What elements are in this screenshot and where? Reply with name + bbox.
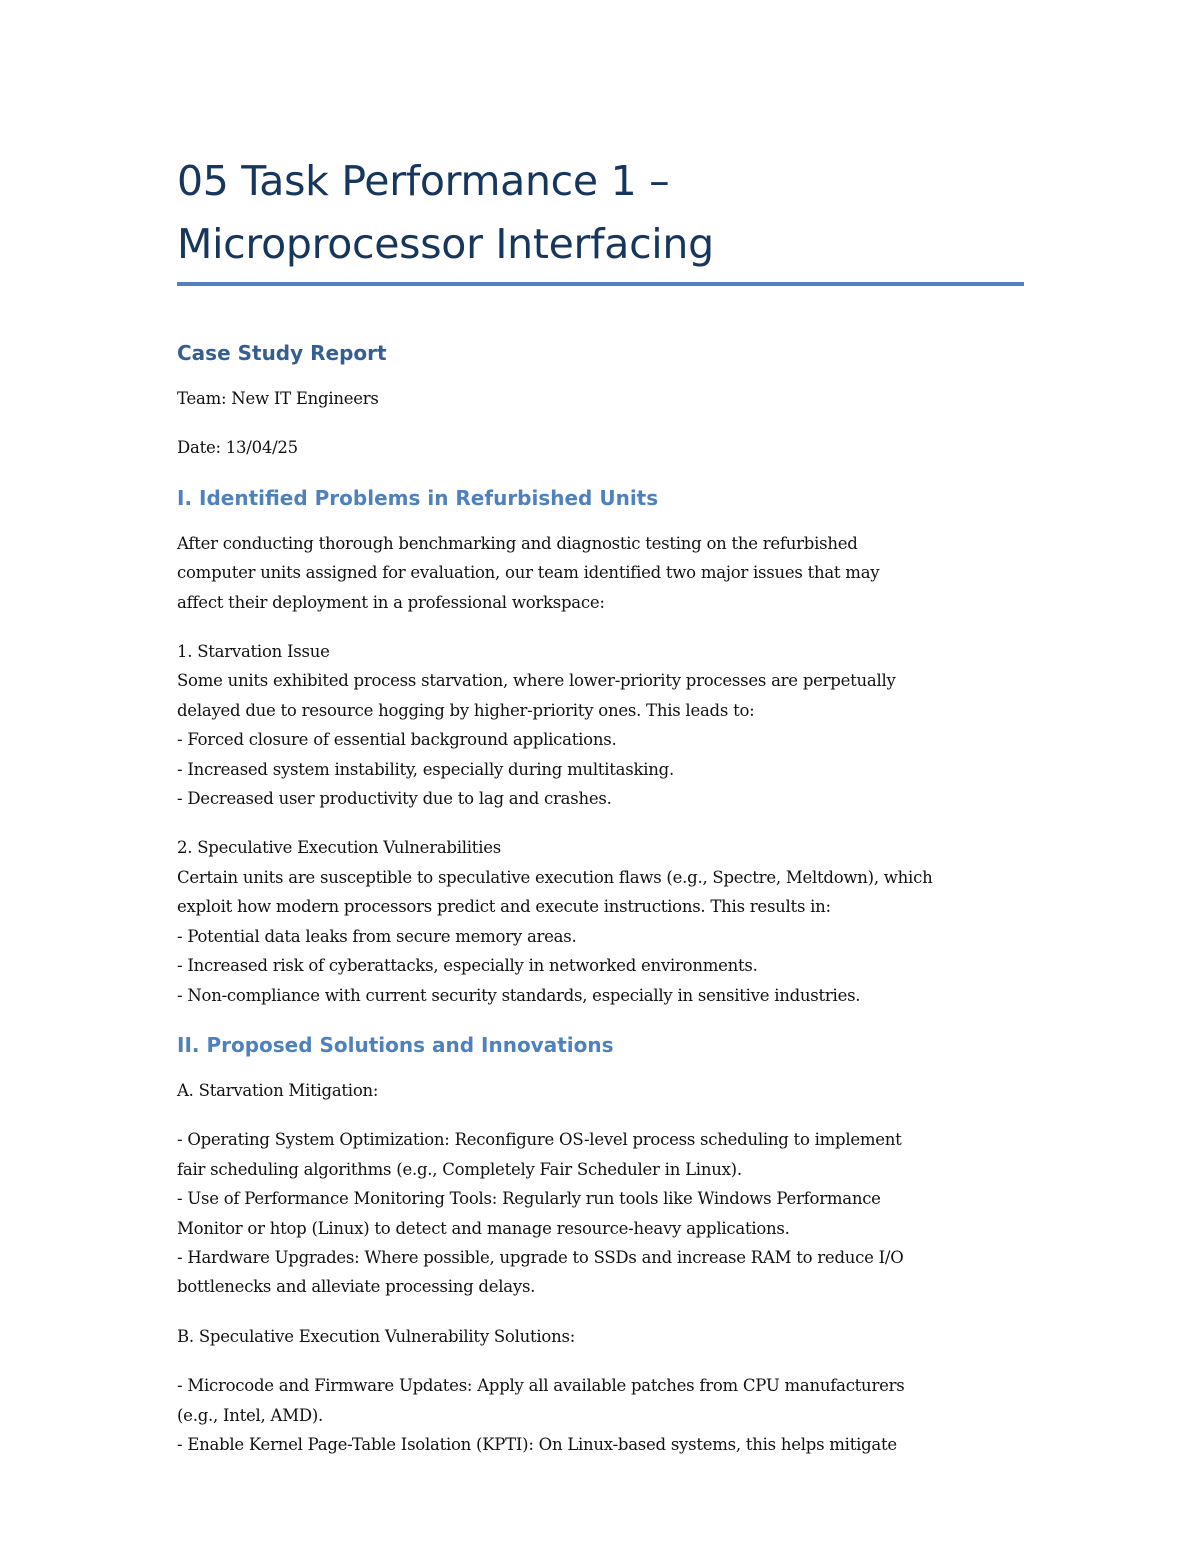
part-b-title: B. Speculative Execution Vulnerability Solutions: [177,1326,576,1346]
document-body [177,150,1024,1459]
bullet-line: - Hardware Upgrades: Where possible, upgrade to SSDs and increase RAM to reduce I/O [177,1247,904,1267]
bullet-line: - Use of Performance Monitoring Tools: Regularly run tools like Windows Performance [177,1189,881,1209]
section-2-heading: II. Proposed Solutions and Innovations [177,1032,614,1057]
bullet-line: - Increased risk of cyberattacks, especially in networked environments. [177,956,758,976]
date-line: Date: 13/04/25 [177,438,298,458]
document-title [177,150,1024,282]
paragraph-line: fair scheduling algorithms (e.g., Completely Fair Scheduler in Linux). [177,1159,742,1179]
document-title-line-2: Microprocessor Interfacing [177,220,714,268]
title-underline-rule [177,282,1024,286]
bullet-line: - Increased system instability, especially during multitasking. [177,759,674,779]
bullet-line: - Potential data leaks from secure memory areas. [177,926,577,946]
team-line: Team: New IT Engineers [177,389,379,408]
paragraph-line: computer units assigned for evaluation, our team identified two major issues that may [177,563,880,583]
paragraph-line: bottlenecks and alleviate processing delays. [177,1277,536,1297]
part-a-title: A. Starvation Mitigation: [177,1080,379,1100]
issue-2-block [177,833,1024,1009]
bullet-line: - Non-compliance with current security standards, especially in sensitive industries. [177,985,861,1005]
document-title-line-1: 05 Task Performance 1 – [177,157,670,205]
bullet-line: - Enable Kernel Page-Table Isolation (KPTI): On Linux-based systems, this helps mitigate [177,1434,897,1454]
paragraph-line: delayed due to resource hogging by higher-priority ones. This leads to: [177,700,755,720]
bullet-line: - Operating System Optimization: Reconfigure OS-level process scheduling to implement [177,1130,902,1150]
issue-1-title: 1. Starvation Issue [177,642,330,662]
bullet-line: - Forced closure of essential background applications. [177,730,617,750]
report-subtitle: Case Study Report [177,341,387,365]
bullet-line: - Microcode and Firmware Updates: Apply all available patches from CPU manufacturers [177,1376,905,1396]
paragraph-line: Monitor or htop (Linux) to detect and manage resource-heavy applications. [177,1218,790,1238]
paragraph-line: Some units exhibited process starvation, where lower-priority processes are perpetually [177,671,896,691]
bullet-line: - Decreased user productivity due to lag and crashes. [177,789,612,809]
paragraph-line: (e.g., Intel, AMD). [177,1405,324,1425]
part-a-block [177,1125,1024,1301]
issue-1-block [177,637,1024,813]
paragraph-line: affect their deployment in a professional workspace: [177,592,605,612]
section-1-intro [177,529,1024,617]
paragraph-line: Certain units are susceptible to speculative execution flaws (e.g., Spectre, Meltdown), which [177,867,933,887]
section-1-heading: I. Identified Problems in Refurbished Units [177,485,659,510]
paragraph-line: After conducting thorough benchmarking and diagnostic testing on the refurbished [177,533,858,553]
paragraph-line: exploit how modern processors predict and execute instructions. This results in: [177,897,831,917]
issue-2-title: 2. Speculative Execution Vulnerabilities [177,838,501,858]
part-b-block [177,1371,1024,1459]
